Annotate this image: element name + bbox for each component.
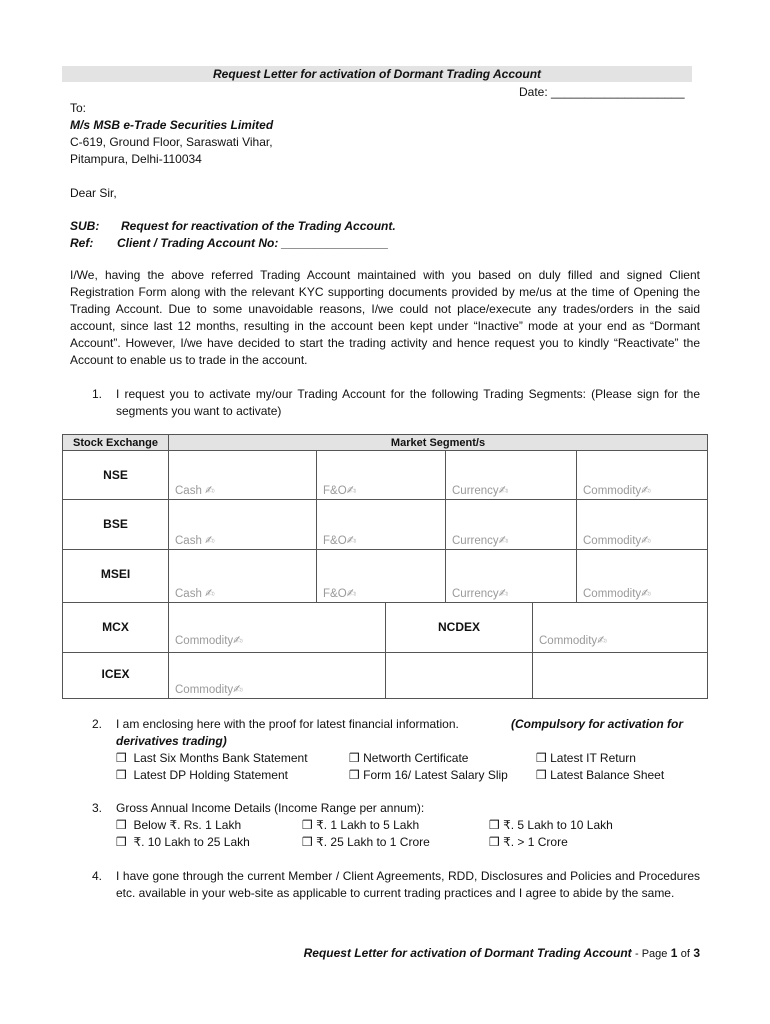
msei-fo-cell[interactable] bbox=[317, 550, 446, 603]
segment-label: Commodity✍ bbox=[539, 635, 607, 647]
segment-label: Commodity✍ bbox=[583, 535, 651, 547]
segment-label: Commodity✍ bbox=[583, 485, 651, 497]
exchange-bse: BSE bbox=[63, 500, 169, 550]
table-row bbox=[63, 603, 708, 653]
footer-page-total: 3 bbox=[693, 946, 700, 960]
item-2-number: 2. bbox=[92, 717, 103, 731]
exchange-mcx: MCX bbox=[63, 603, 169, 653]
nse-fo-cell[interactable] bbox=[317, 451, 446, 500]
table-row bbox=[63, 550, 708, 603]
checkbox-income-below-1-lakh[interactable] bbox=[116, 817, 241, 834]
segment-label: F&O✍ bbox=[323, 535, 357, 547]
checkbox-icon: ❒ bbox=[302, 818, 313, 832]
segment-label: F&O✍ bbox=[323, 485, 357, 497]
checkbox-income-5-10-lakh[interactable] bbox=[489, 817, 613, 834]
footer-title: Request Letter for activation of Dormant Trading Account bbox=[303, 946, 632, 960]
subject-label: SUB: bbox=[70, 219, 100, 233]
option-label: Form 16/ Latest Salary Slip bbox=[363, 768, 508, 782]
footer-page-prefix: - Page bbox=[634, 948, 668, 960]
item-4-number: 4. bbox=[92, 869, 103, 883]
option-label: ₹. 25 Lakh to 1 Crore bbox=[316, 835, 430, 849]
nse-cash-cell[interactable] bbox=[169, 451, 317, 500]
table-row bbox=[63, 451, 708, 500]
reference-label: Ref: bbox=[70, 236, 94, 250]
exchange-nse: NSE bbox=[63, 451, 169, 500]
footer-of: of bbox=[680, 948, 690, 960]
checkbox-icon: ❒ bbox=[489, 818, 500, 832]
to-label: To: bbox=[70, 101, 87, 115]
company-name: M/s MSB e-Trade Securities Limited bbox=[70, 118, 274, 132]
item-1-text: I request you to activate my/our Trading Account for the following Trading Segments: (Please sign for the segments you want to activate) bbox=[116, 387, 700, 418]
empty-cell bbox=[533, 653, 708, 699]
checkbox-income-10-25-lakh[interactable] bbox=[116, 834, 250, 851]
item-2-emphasis-cont: derivatives trading) bbox=[116, 734, 227, 748]
body-paragraph: I/We, having the above referred Trading Account maintained with you based on duly filled and signed Client Registration Form along with the relevant KYC supporting documents provided by me/us at the time of Opening the Trading Account. Due to some unavoidable reasons, I/we could not place/execute any trades/orders in the said account, since last 12 months, resulting in the account been kept under “Inactive” mode at your end as “Dormant Account”. However, I/we have decided to start the trading activity and hence request you to kindly “Reactivate” the Account to enable us to trade in the account. bbox=[70, 268, 700, 367]
msei-commodity-cell[interactable] bbox=[577, 550, 708, 603]
document-title: Request Letter for activation of Dormant Trading Account bbox=[62, 66, 692, 82]
exchange-msei: MSEI bbox=[63, 550, 169, 603]
ncdex-commodity-cell[interactable] bbox=[533, 603, 708, 653]
checkbox-dp-holding[interactable] bbox=[116, 767, 288, 784]
checkbox-form16[interactable] bbox=[349, 767, 508, 784]
address-line-1: C-619, Ground Floor, Saraswati Vihar, bbox=[70, 135, 273, 149]
segment-label: Cash ✍ bbox=[175, 588, 215, 600]
address-line-2: Pitampura, Delhi-110034 bbox=[70, 152, 202, 166]
bse-currency-cell[interactable] bbox=[446, 500, 577, 550]
segments-table bbox=[62, 434, 708, 699]
option-label: ₹. > 1 Crore bbox=[503, 835, 568, 849]
checkbox-icon: ❒ bbox=[489, 835, 500, 849]
item-3-text: Gross Annual Income Details (Income Range per annum): bbox=[116, 801, 425, 815]
bse-fo-cell[interactable] bbox=[317, 500, 446, 550]
salutation: Dear Sir, bbox=[70, 186, 117, 200]
option-label: Latest DP Holding Statement bbox=[133, 768, 288, 782]
bse-cash-cell[interactable] bbox=[169, 500, 317, 550]
option-label: ₹. 10 Lakh to 25 Lakh bbox=[133, 835, 250, 849]
option-label: ₹. 1 Lakh to 5 Lakh bbox=[316, 818, 420, 832]
nse-commodity-cell[interactable] bbox=[577, 451, 708, 500]
page-footer bbox=[304, 946, 700, 960]
checkbox-icon: ❒ bbox=[302, 835, 313, 849]
table-row bbox=[63, 653, 708, 699]
header-market-segments: Market Segment/s bbox=[169, 435, 708, 451]
item-1-number: 1. bbox=[92, 387, 103, 401]
checkbox-icon: ❒ bbox=[116, 818, 127, 832]
empty-cell bbox=[386, 653, 533, 699]
checkbox-it-return[interactable] bbox=[536, 750, 636, 767]
checkbox-balance-sheet[interactable] bbox=[536, 767, 664, 784]
segment-label: Currency✍ bbox=[452, 588, 509, 600]
checkbox-icon: ❒ bbox=[349, 768, 360, 782]
segment-label: Currency✍ bbox=[452, 535, 509, 547]
checkbox-income-above-1-crore[interactable] bbox=[489, 834, 568, 851]
option-label: Latest IT Return bbox=[550, 751, 636, 765]
checkbox-icon: ❒ bbox=[116, 751, 127, 765]
checkbox-icon: ❒ bbox=[116, 835, 127, 849]
footer-page-number: 1 bbox=[670, 946, 678, 960]
exchange-icex: ICEX bbox=[63, 653, 169, 699]
segment-label: Commodity✍ bbox=[175, 635, 243, 647]
checkbox-income-25-lakh-1-crore[interactable] bbox=[302, 834, 430, 851]
segment-label: Cash ✍ bbox=[175, 485, 215, 497]
checkbox-income-1-5-lakh[interactable] bbox=[302, 817, 419, 834]
checkbox-icon: ❒ bbox=[116, 768, 127, 782]
option-label: Latest Balance Sheet bbox=[550, 768, 665, 782]
checkbox-bank-statement[interactable] bbox=[116, 750, 308, 767]
msei-currency-cell[interactable] bbox=[446, 550, 577, 603]
nse-currency-cell[interactable] bbox=[446, 451, 577, 500]
bse-commodity-cell[interactable] bbox=[577, 500, 708, 550]
table-row bbox=[63, 500, 708, 550]
checkbox-icon: ❒ bbox=[349, 751, 360, 765]
segment-label: Commodity✍ bbox=[583, 588, 651, 600]
option-label: Last Six Months Bank Statement bbox=[133, 751, 308, 765]
option-label: Below ₹. Rs. 1 Lakh bbox=[133, 818, 242, 832]
segment-label: Commodity✍ bbox=[175, 684, 243, 696]
segment-label: Cash ✍ bbox=[175, 535, 215, 547]
exchange-ncdex: NCDEX bbox=[386, 603, 533, 653]
item-2-emphasis: (Compulsory for activation for bbox=[511, 717, 684, 731]
reference-text: Client / Trading Account No: ________________ bbox=[117, 236, 389, 250]
header-stock-exchange: Stock Exchange bbox=[63, 435, 169, 451]
option-label: ₹. 5 Lakh to 10 Lakh bbox=[503, 818, 613, 832]
checkbox-networth[interactable] bbox=[349, 750, 468, 767]
option-label: Networth Certificate bbox=[363, 751, 469, 765]
item-2-text: I am enclosing here with the proof for latest financial information. bbox=[116, 717, 459, 731]
subject-text: Request for reactivation of the Trading Account. bbox=[121, 219, 396, 233]
segment-label: F&O✍ bbox=[323, 588, 357, 600]
checkbox-icon: ❒ bbox=[536, 768, 547, 782]
date-field: Date: ____________________ bbox=[519, 85, 685, 99]
checkbox-icon: ❒ bbox=[536, 751, 547, 765]
msei-cash-cell[interactable] bbox=[169, 550, 317, 603]
icex-commodity-cell[interactable] bbox=[169, 653, 386, 699]
segment-label: Currency✍ bbox=[452, 485, 509, 497]
mcx-commodity-cell[interactable] bbox=[169, 603, 386, 653]
item-3-number: 3. bbox=[92, 801, 103, 815]
item-4-text: I have gone through the current Member / Client Agreements, RDD, Disclosures and Policies and Procedures etc. available in your web-site as applicable to current trading practices and I agree to abide by the same. bbox=[116, 869, 700, 900]
